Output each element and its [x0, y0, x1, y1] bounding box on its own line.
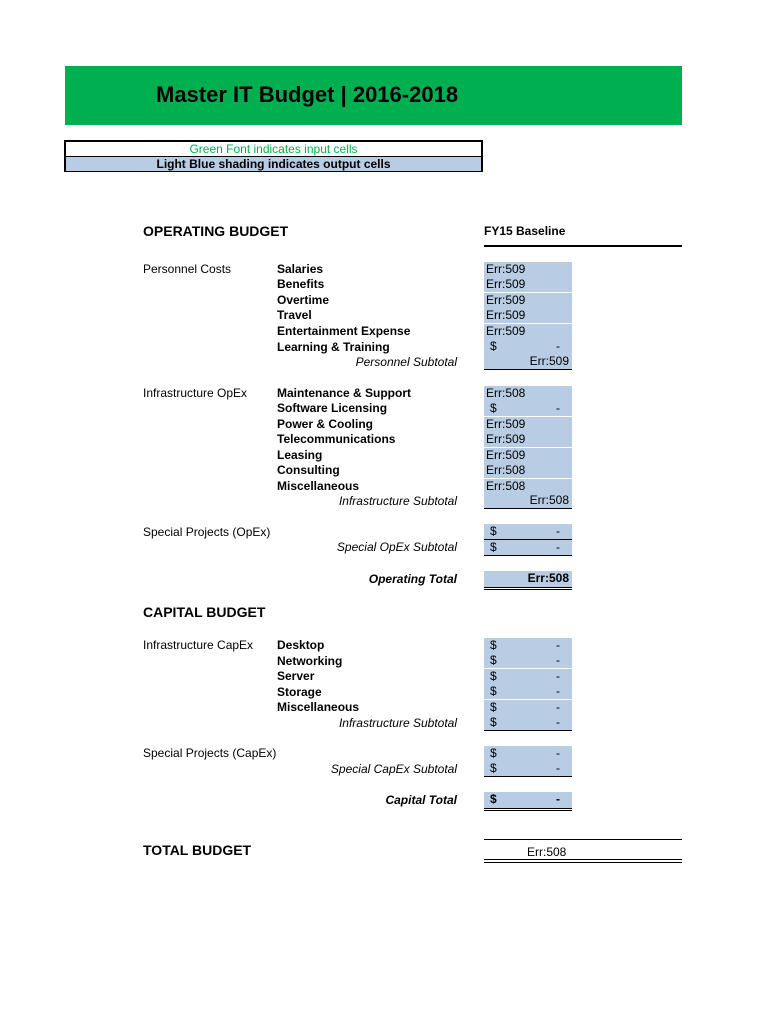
- operating-total-double-rule: [484, 589, 572, 590]
- value-cell: Err:508: [484, 463, 572, 478]
- infrastructure-subtotal-label: Infrastructure Subtotal: [338, 494, 457, 508]
- header-rule: [484, 245, 682, 247]
- infrastructure-capex-category: Infrastructure CapEx: [143, 638, 254, 652]
- item-maintenance-support: Maintenance & Support: [277, 386, 412, 400]
- personnel-subtotal-label: Personnel Subtotal: [355, 355, 457, 369]
- value-cell: $ -: [484, 638, 572, 653]
- personnel-subtotal-value: Err:509: [484, 354, 572, 370]
- fy15-baseline-header: FY15 Baseline: [484, 224, 566, 238]
- item-miscellaneous-capex: Miscellaneous: [277, 700, 360, 714]
- item-miscellaneous: Miscellaneous: [277, 479, 360, 493]
- special-capex-subtotal-value: $ -: [484, 761, 572, 777]
- value-cell: $ -: [484, 524, 572, 540]
- operating-total-label: Operating Total: [368, 572, 457, 586]
- item-storage: Storage: [277, 685, 322, 699]
- item-overtime: Overtime: [277, 293, 330, 307]
- total-budget-top-rule: [484, 839, 682, 840]
- item-telecommunications: Telecommunications: [277, 432, 396, 446]
- special-opex-subtotal-label: Special OpEx Subtotal: [336, 540, 457, 554]
- value-cell: Err:509: [484, 432, 572, 447]
- item-entertainment-expense: Entertainment Expense: [277, 324, 411, 338]
- operating-budget-heading: OPERATING BUDGET: [143, 223, 289, 239]
- value-cell: $ -: [484, 700, 572, 715]
- capital-total-label: Capital Total: [385, 793, 457, 807]
- item-consulting: Consulting: [277, 463, 340, 477]
- total-budget-double-rule-upper: [484, 859, 682, 860]
- value-cell: $ -: [484, 746, 572, 762]
- value-cell: Err:508: [484, 479, 572, 494]
- total-budget-heading: TOTAL BUDGET: [143, 842, 252, 858]
- legend-output-note: Light Blue shading indicates output cells: [66, 157, 481, 171]
- legend-box: [64, 140, 483, 172]
- capex-infrastructure-subtotal-value: $ -: [484, 715, 572, 731]
- title-banner: [65, 66, 682, 125]
- value-cell: Err:509: [484, 293, 572, 308]
- infrastructure-subtotal-value: Err:508: [484, 493, 572, 509]
- item-salaries: Salaries: [277, 262, 324, 276]
- value-cell: Err:509: [484, 324, 572, 339]
- capex-infrastructure-subtotal-label: Infrastructure Subtotal: [338, 716, 457, 730]
- value-cell: $ -: [484, 339, 572, 354]
- capital-budget-heading: CAPITAL BUDGET: [143, 604, 266, 620]
- special-opex-subtotal-value: $ -: [484, 540, 572, 556]
- item-networking: Networking: [277, 654, 343, 668]
- value-cell: $ -: [484, 653, 572, 668]
- total-budget-value: Err:508: [527, 845, 567, 859]
- item-learning-training: Learning & Training: [277, 340, 390, 354]
- personnel-costs-category: Personnel Costs: [143, 262, 232, 276]
- item-power-cooling: Power & Cooling: [277, 417, 373, 431]
- value-cell: Err:509: [484, 448, 572, 463]
- value-cell: Err:508: [484, 386, 572, 401]
- value-cell: Err:509: [484, 262, 572, 277]
- special-capex-subtotal-label: Special CapEx Subtotal: [330, 762, 457, 776]
- special-projects-opex-category: Special Projects (OpEx): [143, 525, 271, 539]
- item-leasing: Leasing: [277, 448, 323, 462]
- value-cell: $ -: [484, 401, 572, 416]
- value-cell: $ -: [484, 684, 572, 699]
- value-cell: Err:509: [484, 417, 572, 432]
- infrastructure-opex-category: Infrastructure OpEx: [143, 386, 248, 400]
- item-server: Server: [277, 669, 315, 683]
- legend-input-note: Green Font indicates input cells: [66, 142, 481, 157]
- special-projects-capex-category: Special Projects (CapEx): [143, 746, 277, 760]
- item-desktop: Desktop: [277, 638, 325, 652]
- capital-total-double-rule: [484, 810, 572, 811]
- value-cell: Err:509: [484, 308, 572, 323]
- page-title: Master IT Budget | 2016-2018: [156, 82, 459, 107]
- value-cell: $ -: [484, 669, 572, 684]
- value-cell: Err:509: [484, 277, 572, 292]
- item-benefits: Benefits: [277, 277, 325, 291]
- item-travel: Travel: [277, 308, 312, 322]
- total-budget-double-rule-lower: [484, 862, 682, 863]
- operating-total-value: Err:508: [484, 571, 572, 588]
- item-software-licensing: Software Licensing: [277, 401, 388, 415]
- capital-total-value: $ -: [484, 792, 572, 809]
